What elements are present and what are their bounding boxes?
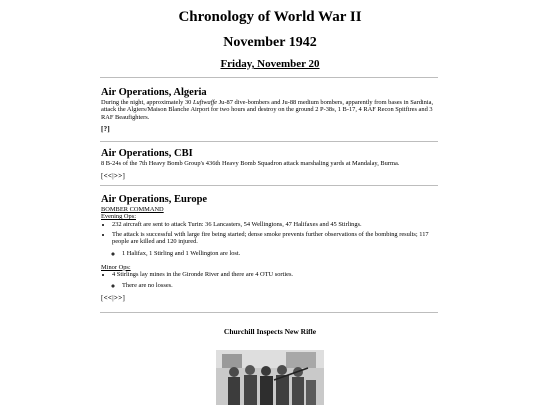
section-nav: [<<|>>] xyxy=(101,293,126,302)
divider xyxy=(100,141,438,142)
list-item: • 4 Stirlings lay mines in the Gironde River and there are 4 OTU sorties. xyxy=(112,271,441,278)
nav-separator: | xyxy=(112,293,114,302)
section-algeria xyxy=(101,87,441,134)
section-title: Air Operations, Algeria xyxy=(101,87,207,98)
section-europe xyxy=(101,194,441,303)
photo-caption: Churchill Inspects New Rifle xyxy=(223,327,317,336)
photo-image xyxy=(216,350,324,405)
evening-ops-label: Evening Ops: xyxy=(101,213,136,221)
nav-separator: | xyxy=(112,172,114,181)
divider xyxy=(100,77,438,78)
list-item: • The attack is successful with large fire being started; dense smoke prevents further observations of the bombing results; 117 people are killed and 120 injured. xyxy=(112,231,441,246)
list-item: ◦ There are no losses. xyxy=(122,282,441,289)
command-label: BOMBER COMMAND xyxy=(101,206,164,213)
date-heading: Friday, November 20 xyxy=(220,58,320,70)
body-text: Ju-87 dive-bombers and Ju-88 medium bombers, apparently from bases in Sardinia, attack the Algiers/Maison Blanche Airport for two hours and destroy on the ground 2 P-38s, 1 B-17, 4 RAF Recon Spitfires and 3 RAF Beaufighters. xyxy=(101,99,434,121)
section-body xyxy=(101,99,441,121)
section-cbi xyxy=(101,148,441,181)
divider xyxy=(100,185,438,186)
list-item: ◦ 1 Halifax, 1 Stirling and 1 Wellington are lost. xyxy=(122,250,441,257)
prev-link[interactable]: << xyxy=(103,293,113,302)
evening-ops-list xyxy=(101,221,441,246)
photo-churchill-rifle xyxy=(216,350,324,405)
evening-losses-list xyxy=(101,250,441,257)
body-emphasis: Luftwaffe xyxy=(192,99,218,106)
section-nav: [<<|>>] xyxy=(101,172,126,181)
next-link[interactable]: >> xyxy=(113,172,123,181)
section-title: Air Operations, Europe xyxy=(101,194,208,205)
page-title: Chronology of World War II xyxy=(178,9,362,25)
section-title: Air Operations, CBI xyxy=(101,148,193,159)
footnote-link[interactable]: [?] xyxy=(101,124,111,133)
body-text: During the night, approximately 30 xyxy=(101,99,193,106)
minor-ops-label: Minor Ops: xyxy=(101,263,131,271)
prev-link[interactable]: << xyxy=(103,172,113,181)
divider xyxy=(100,312,438,313)
minor-ops-list xyxy=(101,271,441,278)
next-link[interactable]: >> xyxy=(113,293,123,302)
page-subtitle-month: November 1942 xyxy=(223,35,317,50)
section-body: 8 B-24s of the 7th Heavy Bomb Group's 436th Heavy Bomb Squadron attack marshaling yards at Mandalay, Burma. xyxy=(101,160,400,167)
list-item: • 232 aircraft are sent to attack Turin: 36 Lancasters, 54 Wellingtons, 47 Halifaxes and 45 Stirlings. xyxy=(112,221,441,228)
minor-losses-list xyxy=(101,282,441,289)
